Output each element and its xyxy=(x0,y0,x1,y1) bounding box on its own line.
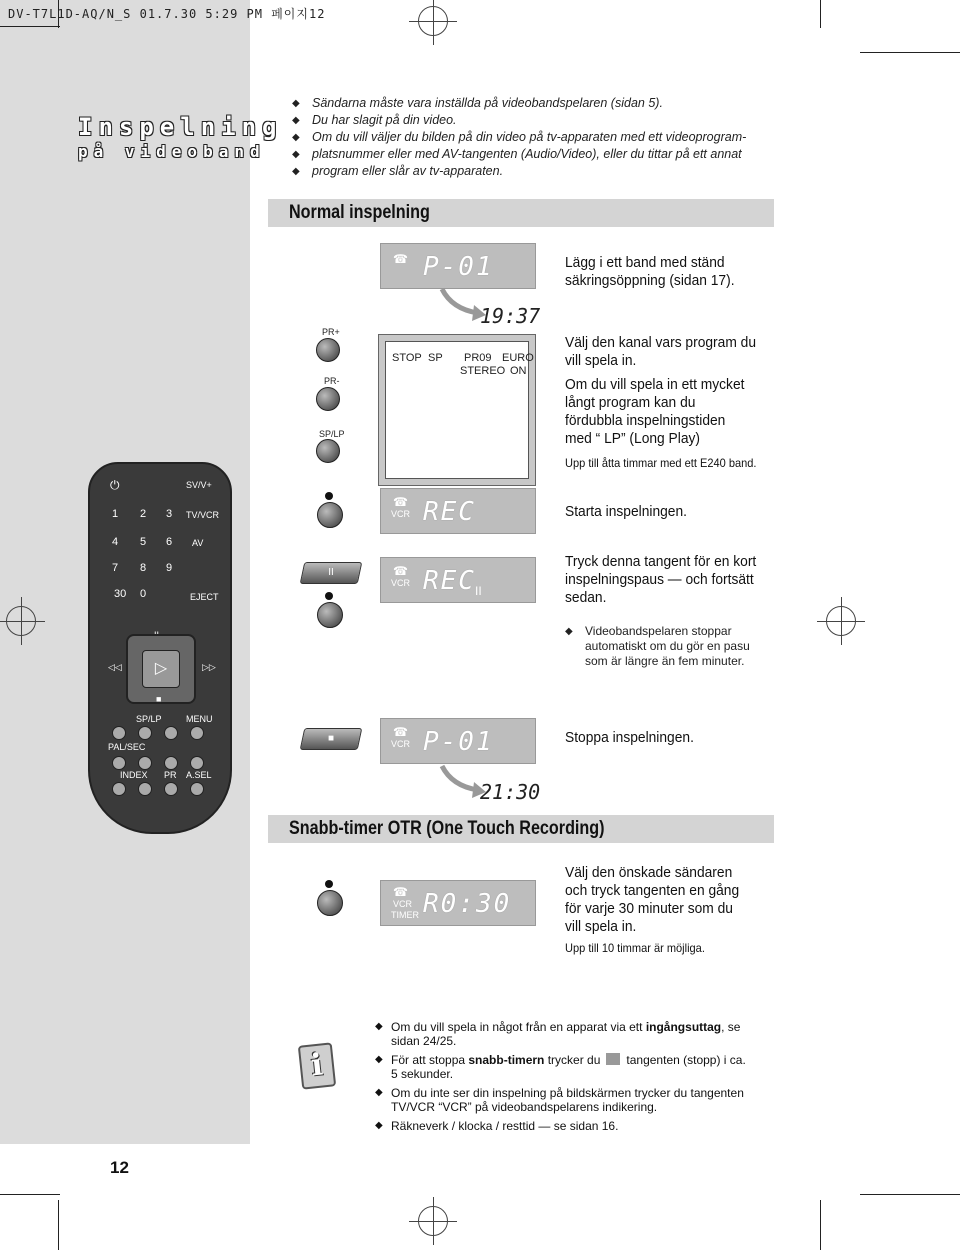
crop-mark xyxy=(820,0,821,28)
display-text: P-01 xyxy=(423,727,494,757)
stop-key-icon xyxy=(606,1053,620,1065)
section-title-otr: Snabb-timer OTR (One Touch Recording) xyxy=(289,818,605,839)
clock-display: 19:37 xyxy=(480,304,541,328)
num-30-label[interactable]: 30 xyxy=(114,588,127,600)
remote-control xyxy=(88,462,232,834)
pr-minus-label: PR- xyxy=(324,376,340,386)
phone-icon: ☎ xyxy=(393,252,408,266)
record-dot-icon xyxy=(325,880,333,888)
pr-plus-button[interactable] xyxy=(316,338,340,362)
remote-button[interactable] xyxy=(112,726,126,740)
sp-lp-button[interactable] xyxy=(316,439,340,463)
vcr-display xyxy=(380,243,536,289)
eject-label[interactable]: EJECT xyxy=(190,592,219,602)
intro-bullet-list xyxy=(292,95,772,180)
tv-status-stop: STOP xyxy=(392,352,422,364)
display-text: REC xyxy=(423,497,476,527)
phone-icon: ☎ xyxy=(393,495,408,509)
crop-mark xyxy=(820,1200,821,1250)
intro-bullet: ◆ Om du vill väljer du bilden på din video på tv-apparaten med ett videoprogram- xyxy=(292,129,772,146)
vcr-indicator: VCR xyxy=(393,899,413,909)
info-icon: i xyxy=(298,1042,336,1089)
record-dot-icon xyxy=(325,492,333,500)
sv-v-label: SV/V+ xyxy=(186,480,212,490)
index-label[interactable]: INDEX xyxy=(120,770,148,780)
stop-label: ■ xyxy=(327,733,335,744)
record-button[interactable] xyxy=(317,890,343,916)
pr-plus-label: PR+ xyxy=(322,327,340,337)
pause-label: II xyxy=(328,567,334,578)
info-bullet: ◆ Räkneverk / klocka / resttid — se sidan 16. xyxy=(375,1119,755,1133)
digit-0[interactable]: 0 xyxy=(140,588,147,600)
crop-mark xyxy=(860,1194,960,1195)
info-bullet-list xyxy=(375,1020,755,1138)
vcr-display xyxy=(380,880,536,926)
step-otr-note: Upp till 10 timmar är möjliga. xyxy=(565,941,705,955)
power-icon[interactable]: ⏻ xyxy=(110,478,120,492)
digit-6[interactable]: 6 xyxy=(166,536,173,548)
pause-note: ◆ Videobandspelaren stoppar automatiskt om du gör en pasu som är längre än fem minuter. xyxy=(565,624,775,669)
tv-status-euro: EURO xyxy=(502,352,534,364)
sp-lp-label[interactable]: SP/LP xyxy=(136,714,162,724)
remote-button[interactable] xyxy=(138,782,152,796)
pr-label[interactable]: PR xyxy=(164,770,177,780)
vcr-display xyxy=(380,718,536,764)
tv-status-on: ON xyxy=(510,365,527,377)
pause-indicator: II xyxy=(475,584,482,598)
stop-icon[interactable]: ■ xyxy=(156,694,162,704)
vcr-display xyxy=(380,488,536,534)
registration-mark-icon xyxy=(418,1206,448,1236)
record-button[interactable] xyxy=(317,502,343,528)
digit-5[interactable]: 5 xyxy=(140,536,147,548)
digit-1[interactable]: 1 xyxy=(112,508,119,520)
timer-indicator: TIMER xyxy=(391,910,419,920)
rewind-icon[interactable]: ◁◁ xyxy=(108,662,122,672)
intro-bullet-continued: ◆ platsnummer eller med AV-tangenten (Audio/Video), eller du tittar på ett annat xyxy=(292,146,772,163)
section-title-normal: Normal inspelning xyxy=(289,202,430,223)
registration-mark-icon xyxy=(418,6,448,36)
remote-button[interactable] xyxy=(164,756,178,770)
remote-button[interactable] xyxy=(164,726,178,740)
registration-mark-icon xyxy=(826,606,856,636)
step-pause-recording: Tryck denna tangent för en kort inspelningspaus — och fortsätt sedan. xyxy=(565,553,757,606)
remote-button[interactable] xyxy=(164,782,178,796)
intro-bullet: ◆ Sändarna måste vara inställda på videobandspelaren (sidan 5). xyxy=(292,95,772,112)
phone-icon: ☎ xyxy=(393,725,408,739)
pause-button[interactable] xyxy=(300,562,363,584)
step-select-channel: Välj den kanal vars program du vill spela in. xyxy=(565,334,757,369)
file-header: DV-T7L1D-AQ/N_S 01.7.30 5:29 PM 페이지12 xyxy=(8,7,326,21)
step-long-play-note: Upp till åtta timmar med ett E240 band. xyxy=(565,456,757,470)
info-bullet: ◆ För att stoppa snabb-timern trycker du tangenten (stopp) i ca. 5 sekunder. xyxy=(375,1053,755,1081)
menu-label[interactable]: MENU xyxy=(186,714,213,724)
crop-mark xyxy=(0,1194,60,1195)
tv-screen-frame xyxy=(378,334,536,486)
remote-button[interactable] xyxy=(138,726,152,740)
vcr-indicator: VCR xyxy=(391,578,411,588)
display-text: REC xyxy=(423,566,476,596)
record-button[interactable] xyxy=(317,602,343,628)
crop-mark xyxy=(58,1200,59,1250)
stop-button[interactable] xyxy=(300,728,363,750)
vcr-display xyxy=(380,557,536,603)
remote-button[interactable] xyxy=(190,756,204,770)
digit-9[interactable]: 9 xyxy=(166,562,173,574)
tv-status-pr: PR09 xyxy=(464,352,492,364)
display-text: R0:30 xyxy=(423,889,512,919)
vcr-indicator: VCR xyxy=(391,739,411,749)
av-label[interactable]: AV xyxy=(192,538,204,548)
tv-vcr-label[interactable]: TV/VCR xyxy=(186,510,220,520)
step-otr: Välj den önskade sändaren och tryck tangenten en gång för varje 30 minuter som du vill spela in. xyxy=(565,864,740,935)
page-title: Inspelning xyxy=(78,113,283,141)
page-subtitle: på videoband xyxy=(78,142,266,161)
fast-forward-icon[interactable]: ▷▷ xyxy=(202,662,216,672)
remote-button[interactable] xyxy=(112,756,126,770)
pr-minus-button[interactable] xyxy=(316,387,340,411)
registration-mark-icon xyxy=(6,606,36,636)
clock-display: 21:30 xyxy=(480,780,541,804)
remote-button[interactable] xyxy=(112,782,126,796)
tv-status-sp: SP xyxy=(428,352,443,364)
step-long-play: Om du vill spela in ett mycket långt program kan du fördubbla inspelningstiden med “ LP” (Long Play) xyxy=(565,376,745,447)
phone-icon: ☎ xyxy=(393,885,408,899)
display-text: P-01 xyxy=(423,252,494,282)
intro-bullet-continued: ◆ program eller slår av tv-apparaten. xyxy=(292,163,772,180)
step-insert-tape: Lägg i ett band med ständ säkringsöppning (sidan 17). xyxy=(565,254,735,289)
remote-button[interactable] xyxy=(190,782,204,796)
digit-7[interactable]: 7 xyxy=(112,562,119,574)
record-dot-icon xyxy=(325,592,333,600)
intro-bullet: ◆ Du har slagit på din video. xyxy=(292,112,772,129)
phone-icon: ☎ xyxy=(393,564,408,578)
digit-8[interactable]: 8 xyxy=(140,562,147,574)
step-stop-recording: Stoppa inspelningen. xyxy=(565,729,694,746)
pal-sec-label[interactable]: PAL/SEC xyxy=(108,742,146,752)
info-bullet: ◆ Om du vill spela in något från en apparat via ett ingångsuttag, se sidan 24/25. xyxy=(375,1020,755,1048)
vcr-indicator: VCR xyxy=(391,509,411,519)
digit-3[interactable]: 3 xyxy=(166,508,173,520)
sp-lp-label: SP/LP xyxy=(319,429,345,439)
info-bullet: ◆ Om du inte ser din inspelning på bildskärmen trycker du tangenten TV/VCR “VCR” på videobandspelarens indikering. xyxy=(375,1086,755,1114)
remote-button[interactable] xyxy=(138,756,152,770)
pause-note-list xyxy=(565,624,775,669)
page-number: 12 xyxy=(110,1158,129,1177)
crop-mark xyxy=(0,26,60,27)
digit-2[interactable]: 2 xyxy=(140,508,147,520)
crop-mark xyxy=(860,52,960,53)
step-start-recording: Starta inspelningen. xyxy=(565,503,687,520)
remote-button[interactable] xyxy=(190,726,204,740)
digit-4[interactable]: 4 xyxy=(112,536,119,548)
play-icon[interactable]: ▷ xyxy=(142,650,180,688)
tv-screen xyxy=(385,341,534,479)
tv-status-stereo: STEREO xyxy=(460,365,506,377)
a-sel-label[interactable]: A.SEL xyxy=(186,770,212,780)
